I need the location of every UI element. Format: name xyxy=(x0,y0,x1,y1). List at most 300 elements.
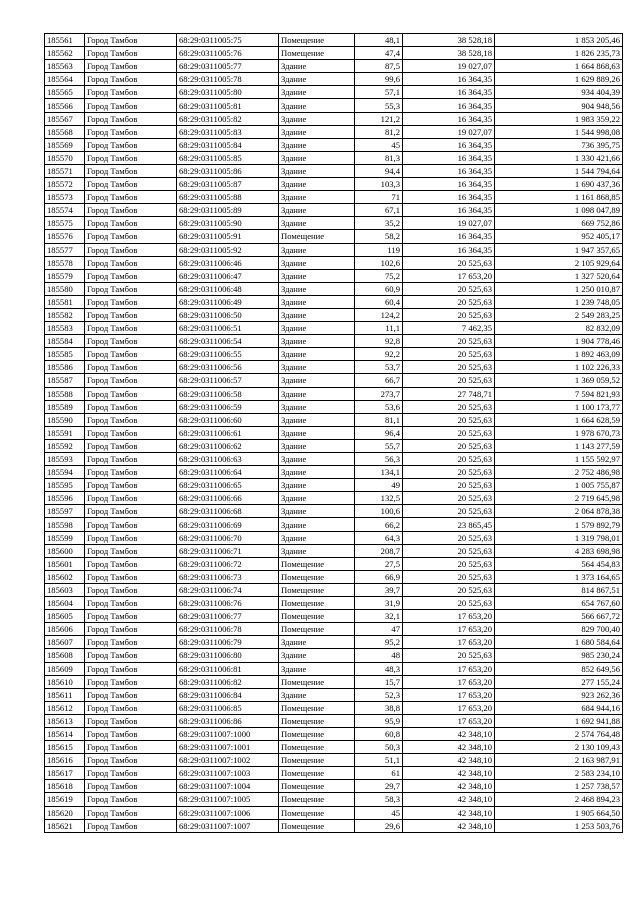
table-row xyxy=(45,73,623,86)
settlement-name-cell: Город Тамбов xyxy=(85,322,177,335)
table-row xyxy=(45,479,623,492)
cadastral-number-cell: 68:29:0311005:91 xyxy=(177,230,279,243)
cadastral-number-cell: 68:29:0311006:47 xyxy=(177,269,279,282)
cadastral-value-cell: 1 629 889,26 xyxy=(495,73,623,86)
cadastral-number-cell: 68:29:0311006:74 xyxy=(177,583,279,596)
specific-value-cell: 38 528,18 xyxy=(403,47,495,60)
row-number-cell: 185563 xyxy=(45,60,85,73)
cadastral-number-cell: 68:29:0311005:92 xyxy=(177,243,279,256)
object-type-cell: Здание xyxy=(279,256,355,269)
object-type-cell: Здание xyxy=(279,492,355,505)
table-row xyxy=(45,282,623,295)
row-number-cell: 185581 xyxy=(45,295,85,308)
specific-value-cell: 20 525,63 xyxy=(403,505,495,518)
table-row xyxy=(45,806,623,819)
table-row xyxy=(45,112,623,125)
specific-value-cell: 20 525,63 xyxy=(403,295,495,308)
row-number-cell: 185592 xyxy=(45,439,85,452)
cadastral-number-cell: 68:29:0311006:63 xyxy=(177,453,279,466)
specific-value-cell: 17 653,20 xyxy=(403,623,495,636)
row-number-cell: 185618 xyxy=(45,780,85,793)
cadastral-number-cell: 68:29:0311006:54 xyxy=(177,335,279,348)
specific-value-cell: 17 653,20 xyxy=(403,269,495,282)
table-row xyxy=(45,217,623,230)
area-value-cell: 15,7 xyxy=(355,675,403,688)
cadastral-number-cell: 68:29:0311006:64 xyxy=(177,466,279,479)
cadastral-number-cell: 68:29:0311006:82 xyxy=(177,675,279,688)
table-row xyxy=(45,361,623,374)
object-type-cell: Помещение xyxy=(279,767,355,780)
row-number-cell: 185587 xyxy=(45,374,85,387)
table-row xyxy=(45,86,623,99)
area-value-cell: 32,1 xyxy=(355,610,403,623)
settlement-name-cell: Город Тамбов xyxy=(85,361,177,374)
object-type-cell: Здание xyxy=(279,518,355,531)
settlement-name-cell: Город Тамбов xyxy=(85,793,177,806)
object-type-cell: Помещение xyxy=(279,701,355,714)
cadastral-number-cell: 68:29:0311006:61 xyxy=(177,426,279,439)
cadastral-number-cell: 68:29:0311005:89 xyxy=(177,204,279,217)
row-number-cell: 185611 xyxy=(45,688,85,701)
object-type-cell: Здание xyxy=(279,282,355,295)
cadastral-number-cell: 68:29:0311007:1005 xyxy=(177,793,279,806)
cadastral-value-cell: 852 649,56 xyxy=(495,662,623,675)
specific-value-cell: 17 653,20 xyxy=(403,701,495,714)
area-value-cell: 75,2 xyxy=(355,269,403,282)
table-row xyxy=(45,727,623,740)
area-value-cell: 81,3 xyxy=(355,151,403,164)
cadastral-number-cell: 68:29:0311007:1006 xyxy=(177,806,279,819)
object-type-cell: Здание xyxy=(279,688,355,701)
specific-value-cell: 16 364,35 xyxy=(403,243,495,256)
object-type-cell: Помещение xyxy=(279,47,355,60)
cadastral-number-cell: 68:29:0311006:59 xyxy=(177,400,279,413)
cadastral-number-cell: 68:29:0311005:88 xyxy=(177,191,279,204)
cadastral-value-cell: 1 319 798,01 xyxy=(495,531,623,544)
cadastral-value-cell: 669 752,86 xyxy=(495,217,623,230)
cadastral-value-cell: 2 105 929,64 xyxy=(495,256,623,269)
row-number-cell: 185599 xyxy=(45,531,85,544)
settlement-name-cell: Город Тамбов xyxy=(85,492,177,505)
specific-value-cell: 42 348,10 xyxy=(403,793,495,806)
settlement-name-cell: Город Тамбов xyxy=(85,34,177,47)
settlement-name-cell: Город Тамбов xyxy=(85,413,177,426)
table-row xyxy=(45,714,623,727)
object-type-cell: Помещение xyxy=(279,780,355,793)
row-number-cell: 185562 xyxy=(45,47,85,60)
area-value-cell: 66,2 xyxy=(355,518,403,531)
specific-value-cell: 17 653,20 xyxy=(403,662,495,675)
area-value-cell: 60,4 xyxy=(355,295,403,308)
area-value-cell: 29,7 xyxy=(355,780,403,793)
area-value-cell: 48,3 xyxy=(355,662,403,675)
object-type-cell: Помещение xyxy=(279,597,355,610)
specific-value-cell: 16 364,35 xyxy=(403,86,495,99)
row-number-cell: 185598 xyxy=(45,518,85,531)
specific-value-cell: 20 525,63 xyxy=(403,531,495,544)
cadastral-number-cell: 68:29:0311005:87 xyxy=(177,178,279,191)
cadastral-value-cell: 2 163 987,91 xyxy=(495,754,623,767)
row-number-cell: 185600 xyxy=(45,544,85,557)
cadastral-value-cell: 814 867,51 xyxy=(495,583,623,596)
object-type-cell: Здание xyxy=(279,191,355,204)
object-type-cell: Здание xyxy=(279,138,355,151)
row-number-cell: 185619 xyxy=(45,793,85,806)
object-type-cell: Здание xyxy=(279,269,355,282)
table-row xyxy=(45,662,623,675)
area-value-cell: 58,2 xyxy=(355,230,403,243)
row-number-cell: 185615 xyxy=(45,741,85,754)
object-type-cell: Здание xyxy=(279,204,355,217)
row-number-cell: 185591 xyxy=(45,426,85,439)
cadastral-value-cell: 1 102 226,33 xyxy=(495,361,623,374)
cadastral-number-cell: 68:29:0311006:56 xyxy=(177,361,279,374)
table-row xyxy=(45,518,623,531)
table-row xyxy=(45,439,623,452)
object-type-cell: Здание xyxy=(279,649,355,662)
cadastral-value-cell: 1 690 437,36 xyxy=(495,178,623,191)
object-type-cell: Помещение xyxy=(279,230,355,243)
specific-value-cell: 20 525,63 xyxy=(403,479,495,492)
area-value-cell: 49 xyxy=(355,479,403,492)
settlement-name-cell: Город Тамбов xyxy=(85,204,177,217)
object-type-cell: Здание xyxy=(279,544,355,557)
specific-value-cell: 16 364,35 xyxy=(403,204,495,217)
cadastral-number-cell: 68:29:0311005:81 xyxy=(177,99,279,112)
area-value-cell: 71 xyxy=(355,191,403,204)
cadastral-value-cell: 2 719 645,98 xyxy=(495,492,623,505)
specific-value-cell: 16 364,35 xyxy=(403,151,495,164)
cadastral-number-cell: 68:29:0311006:48 xyxy=(177,282,279,295)
object-type-cell: Здание xyxy=(279,453,355,466)
settlement-name-cell: Город Тамбов xyxy=(85,269,177,282)
table-row xyxy=(45,741,623,754)
table-row xyxy=(45,623,623,636)
table-row xyxy=(45,636,623,649)
area-value-cell: 124,2 xyxy=(355,308,403,321)
cadastral-value-cell: 1 327 520,64 xyxy=(495,269,623,282)
row-number-cell: 185605 xyxy=(45,610,85,623)
object-type-cell: Здание xyxy=(279,178,355,191)
cadastral-number-cell: 68:29:0311006:55 xyxy=(177,348,279,361)
area-value-cell: 100,6 xyxy=(355,505,403,518)
cadastral-value-table xyxy=(44,33,623,833)
specific-value-cell: 16 364,35 xyxy=(403,230,495,243)
settlement-name-cell: Город Тамбов xyxy=(85,754,177,767)
cadastral-number-cell: 68:29:0311007:1003 xyxy=(177,767,279,780)
cadastral-value-cell: 829 700,40 xyxy=(495,623,623,636)
settlement-name-cell: Город Тамбов xyxy=(85,230,177,243)
cadastral-number-cell: 68:29:0311006:50 xyxy=(177,308,279,321)
row-number-cell: 185621 xyxy=(45,819,85,832)
cadastral-number-cell: 68:29:0311005:83 xyxy=(177,125,279,138)
specific-value-cell: 16 364,35 xyxy=(403,138,495,151)
settlement-name-cell: Город Тамбов xyxy=(85,714,177,727)
settlement-name-cell: Город Тамбов xyxy=(85,151,177,164)
area-value-cell: 121,2 xyxy=(355,112,403,125)
row-number-cell: 185594 xyxy=(45,466,85,479)
cadastral-value-cell: 923 262,36 xyxy=(495,688,623,701)
object-type-cell: Здание xyxy=(279,413,355,426)
cadastral-value-cell: 1 664 628,59 xyxy=(495,413,623,426)
specific-value-cell: 27 748,71 xyxy=(403,387,495,400)
table-row xyxy=(45,243,623,256)
cadastral-value-cell: 1 369 059,52 xyxy=(495,374,623,387)
cadastral-number-cell: 68:29:0311005:86 xyxy=(177,164,279,177)
settlement-name-cell: Город Тамбов xyxy=(85,505,177,518)
area-value-cell: 66,9 xyxy=(355,570,403,583)
table-row xyxy=(45,138,623,151)
row-number-cell: 185568 xyxy=(45,125,85,138)
table-row xyxy=(45,557,623,570)
row-number-cell: 185572 xyxy=(45,178,85,191)
object-type-cell: Здание xyxy=(279,400,355,413)
object-type-cell: Помещение xyxy=(279,741,355,754)
object-type-cell: Помещение xyxy=(279,675,355,688)
settlement-name-cell: Город Тамбов xyxy=(85,295,177,308)
specific-value-cell: 42 348,10 xyxy=(403,741,495,754)
area-value-cell: 47 xyxy=(355,623,403,636)
row-number-cell: 185606 xyxy=(45,623,85,636)
table-row xyxy=(45,125,623,138)
table-row xyxy=(45,819,623,832)
table-row xyxy=(45,649,623,662)
row-number-cell: 185578 xyxy=(45,256,85,269)
cadastral-number-cell: 68:29:0311006:78 xyxy=(177,623,279,636)
object-type-cell: Здание xyxy=(279,361,355,374)
area-value-cell: 132,5 xyxy=(355,492,403,505)
settlement-name-cell: Город Тамбов xyxy=(85,217,177,230)
specific-value-cell: 17 653,20 xyxy=(403,688,495,701)
row-number-cell: 185579 xyxy=(45,269,85,282)
specific-value-cell: 16 364,35 xyxy=(403,99,495,112)
area-value-cell: 81,1 xyxy=(355,413,403,426)
area-value-cell: 35,2 xyxy=(355,217,403,230)
specific-value-cell: 20 525,63 xyxy=(403,453,495,466)
table-row xyxy=(45,453,623,466)
area-value-cell: 60,9 xyxy=(355,282,403,295)
settlement-name-cell: Город Тамбов xyxy=(85,256,177,269)
row-number-cell: 185576 xyxy=(45,230,85,243)
area-value-cell: 48,1 xyxy=(355,34,403,47)
table-row xyxy=(45,60,623,73)
cadastral-value-cell: 1 579 892,79 xyxy=(495,518,623,531)
row-number-cell: 185617 xyxy=(45,767,85,780)
table-row xyxy=(45,178,623,191)
cadastral-value-cell: 654 767,60 xyxy=(495,597,623,610)
specific-value-cell: 20 525,63 xyxy=(403,466,495,479)
cadastral-number-cell: 68:29:0311006:72 xyxy=(177,557,279,570)
object-type-cell: Помещение xyxy=(279,610,355,623)
cadastral-number-cell: 68:29:0311006:66 xyxy=(177,492,279,505)
specific-value-cell: 20 525,63 xyxy=(403,413,495,426)
object-type-cell: Помещение xyxy=(279,557,355,570)
cadastral-number-cell: 68:29:0311006:58 xyxy=(177,387,279,400)
area-value-cell: 45 xyxy=(355,138,403,151)
settlement-name-cell: Город Тамбов xyxy=(85,649,177,662)
cadastral-number-cell: 68:29:0311006:85 xyxy=(177,701,279,714)
table-row xyxy=(45,780,623,793)
cadastral-value-cell: 2 574 764,48 xyxy=(495,727,623,740)
cadastral-number-cell: 68:29:0311006:76 xyxy=(177,597,279,610)
specific-value-cell: 42 348,10 xyxy=(403,780,495,793)
area-value-cell: 50,3 xyxy=(355,741,403,754)
row-number-cell: 185580 xyxy=(45,282,85,295)
specific-value-cell: 42 348,10 xyxy=(403,767,495,780)
table-row xyxy=(45,754,623,767)
table-row xyxy=(45,191,623,204)
table-row xyxy=(45,34,623,47)
row-number-cell: 185593 xyxy=(45,453,85,466)
cadastral-number-cell: 68:29:0311006:84 xyxy=(177,688,279,701)
object-type-cell: Помещение xyxy=(279,793,355,806)
cadastral-number-cell: 68:29:0311006:65 xyxy=(177,479,279,492)
cadastral-number-cell: 68:29:0311006:77 xyxy=(177,610,279,623)
cadastral-value-cell: 904 948,56 xyxy=(495,99,623,112)
object-type-cell: Здание xyxy=(279,466,355,479)
specific-value-cell: 19 027,07 xyxy=(403,125,495,138)
object-type-cell: Здание xyxy=(279,112,355,125)
cadastral-number-cell: 68:29:0311006:46 xyxy=(177,256,279,269)
settlement-name-cell: Город Тамбов xyxy=(85,99,177,112)
area-value-cell: 45 xyxy=(355,806,403,819)
cadastral-value-cell: 2 064 878,38 xyxy=(495,505,623,518)
settlement-name-cell: Город Тамбов xyxy=(85,780,177,793)
cadastral-value-cell: 1 005 755,87 xyxy=(495,479,623,492)
object-type-cell: Здание xyxy=(279,662,355,675)
cadastral-value-cell: 4 283 698,98 xyxy=(495,544,623,557)
table-row xyxy=(45,426,623,439)
cadastral-number-cell: 68:29:0311007:1002 xyxy=(177,754,279,767)
object-type-cell: Здание xyxy=(279,531,355,544)
settlement-name-cell: Город Тамбов xyxy=(85,583,177,596)
specific-value-cell: 20 525,63 xyxy=(403,439,495,452)
cadastral-value-cell: 1 892 463,09 xyxy=(495,348,623,361)
specific-value-cell: 19 027,07 xyxy=(403,60,495,73)
table-row xyxy=(45,204,623,217)
object-type-cell: Здание xyxy=(279,86,355,99)
cadastral-number-cell: 68:29:0311006:86 xyxy=(177,714,279,727)
table-row xyxy=(45,492,623,505)
cadastral-number-cell: 68:29:0311005:85 xyxy=(177,151,279,164)
specific-value-cell: 20 525,63 xyxy=(403,348,495,361)
row-number-cell: 185596 xyxy=(45,492,85,505)
table-row xyxy=(45,230,623,243)
row-number-cell: 185612 xyxy=(45,701,85,714)
table-row xyxy=(45,151,623,164)
settlement-name-cell: Город Тамбов xyxy=(85,164,177,177)
cadastral-number-cell: 68:29:0311005:75 xyxy=(177,34,279,47)
specific-value-cell: 20 525,63 xyxy=(403,557,495,570)
cadastral-number-cell: 68:29:0311006:49 xyxy=(177,295,279,308)
cadastral-value-cell: 684 944,16 xyxy=(495,701,623,714)
cadastral-number-cell: 68:29:0311007:1000 xyxy=(177,727,279,740)
table-row xyxy=(45,164,623,177)
cadastral-number-cell: 68:29:0311006:68 xyxy=(177,505,279,518)
table-row xyxy=(45,374,623,387)
settlement-name-cell: Город Тамбов xyxy=(85,426,177,439)
cadastral-value-cell: 1 947 357,65 xyxy=(495,243,623,256)
cadastral-number-cell: 68:29:0311007:1007 xyxy=(177,819,279,832)
specific-value-cell: 20 525,63 xyxy=(403,426,495,439)
cadastral-number-cell: 68:29:0311005:80 xyxy=(177,86,279,99)
cadastral-value-cell: 1 680 584,64 xyxy=(495,636,623,649)
table-body xyxy=(45,34,623,833)
settlement-name-cell: Город Тамбов xyxy=(85,400,177,413)
specific-value-cell: 20 525,63 xyxy=(403,400,495,413)
cadastral-value-cell: 2 583 234,10 xyxy=(495,767,623,780)
cadastral-value-cell: 1 904 778,46 xyxy=(495,335,623,348)
cadastral-value-cell: 2 468 894,23 xyxy=(495,793,623,806)
area-value-cell: 39,7 xyxy=(355,583,403,596)
specific-value-cell: 17 653,20 xyxy=(403,636,495,649)
area-value-cell: 53,7 xyxy=(355,361,403,374)
object-type-cell: Здание xyxy=(279,151,355,164)
object-type-cell: Здание xyxy=(279,479,355,492)
cadastral-value-cell: 564 454,83 xyxy=(495,557,623,570)
row-number-cell: 185609 xyxy=(45,662,85,675)
object-type-cell: Помещение xyxy=(279,754,355,767)
object-type-cell: Здание xyxy=(279,60,355,73)
cadastral-value-cell: 1 257 738,57 xyxy=(495,780,623,793)
object-type-cell: Помещение xyxy=(279,714,355,727)
settlement-name-cell: Город Тамбов xyxy=(85,623,177,636)
cadastral-value-cell: 1 978 670,73 xyxy=(495,426,623,439)
row-number-cell: 185603 xyxy=(45,583,85,596)
row-number-cell: 185575 xyxy=(45,217,85,230)
table-row xyxy=(45,701,623,714)
row-number-cell: 185602 xyxy=(45,570,85,583)
object-type-cell: Здание xyxy=(279,308,355,321)
row-number-cell: 185566 xyxy=(45,99,85,112)
cadastral-number-cell: 68:29:0311006:70 xyxy=(177,531,279,544)
settlement-name-cell: Город Тамбов xyxy=(85,138,177,151)
settlement-name-cell: Город Тамбов xyxy=(85,387,177,400)
area-value-cell: 99,6 xyxy=(355,73,403,86)
object-type-cell: Здание xyxy=(279,99,355,112)
settlement-name-cell: Город Тамбов xyxy=(85,570,177,583)
area-value-cell: 103,3 xyxy=(355,178,403,191)
object-type-cell: Здание xyxy=(279,439,355,452)
specific-value-cell: 19 027,07 xyxy=(403,217,495,230)
cadastral-value-cell: 1 905 664,50 xyxy=(495,806,623,819)
area-value-cell: 56,3 xyxy=(355,453,403,466)
area-value-cell: 119 xyxy=(355,243,403,256)
specific-value-cell: 20 525,63 xyxy=(403,597,495,610)
row-number-cell: 185574 xyxy=(45,204,85,217)
area-value-cell: 61 xyxy=(355,767,403,780)
specific-value-cell: 20 525,63 xyxy=(403,256,495,269)
object-type-cell: Здание xyxy=(279,125,355,138)
specific-value-cell: 20 525,63 xyxy=(403,282,495,295)
row-number-cell: 185601 xyxy=(45,557,85,570)
specific-value-cell: 16 364,35 xyxy=(403,164,495,177)
area-value-cell: 134,1 xyxy=(355,466,403,479)
table-row xyxy=(45,99,623,112)
specific-value-cell: 42 348,10 xyxy=(403,727,495,740)
cadastral-value-cell: 2 130 109,43 xyxy=(495,741,623,754)
row-number-cell: 185614 xyxy=(45,727,85,740)
settlement-name-cell: Город Тамбов xyxy=(85,112,177,125)
cadastral-value-cell: 1 853 205,46 xyxy=(495,34,623,47)
table-row xyxy=(45,597,623,610)
area-value-cell: 38,8 xyxy=(355,701,403,714)
area-value-cell: 51,1 xyxy=(355,754,403,767)
area-value-cell: 27,5 xyxy=(355,557,403,570)
cadastral-number-cell: 68:29:0311006:69 xyxy=(177,518,279,531)
cadastral-value-cell: 1 253 503,76 xyxy=(495,819,623,832)
cadastral-value-cell: 934 404,39 xyxy=(495,86,623,99)
